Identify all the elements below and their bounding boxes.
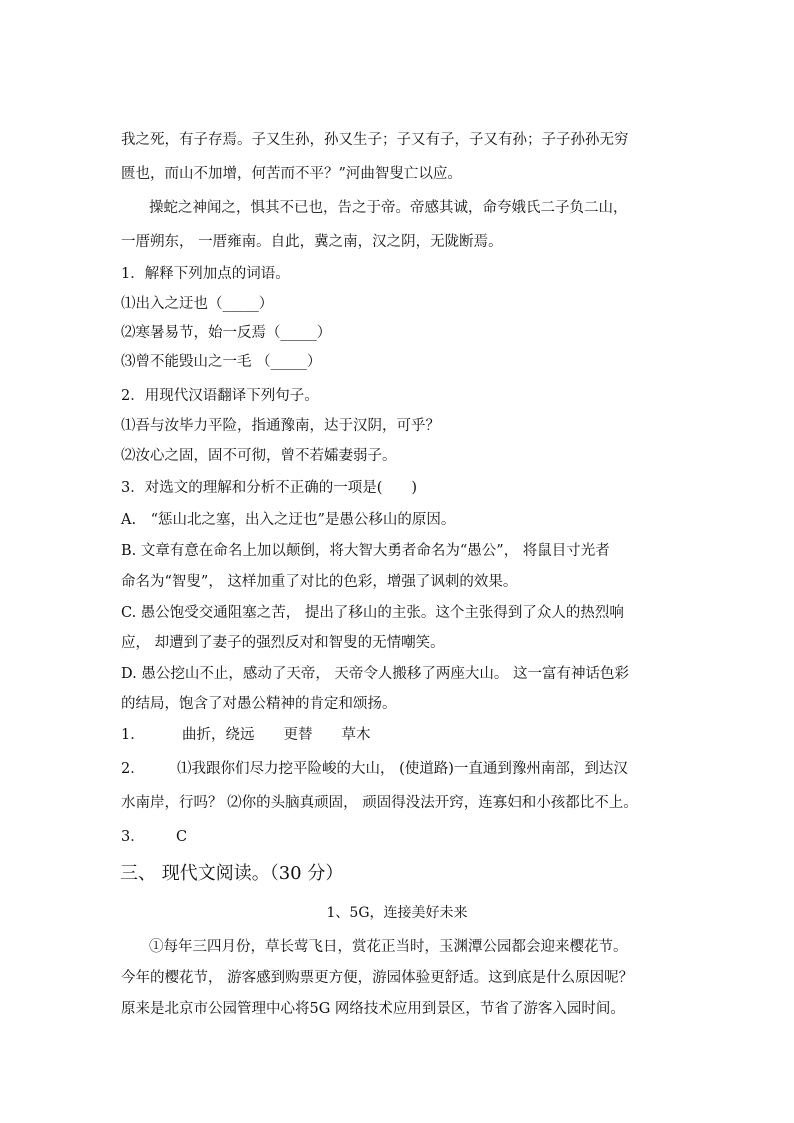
- passage-p1-line2: 匮也，而山不加增，何苦而不平？”河曲智叟亡以应。: [121, 166, 462, 182]
- question-3-option-d-line1: D. 愚公挖山不止，感动了天帝， 天帝令人搬移了两座大山。 这一富有神话色彩: [121, 666, 630, 682]
- answer-3-number: 3．: [121, 829, 145, 845]
- question-3-option-a: A. “惩山北之塞，出入之迂也”是愚公移山的原因。: [121, 512, 456, 528]
- question-1-item-2: ⑵寒暑易节，始一反焉（_____）: [121, 325, 332, 341]
- question-3-option-d-line2: 的结局，饱含了对愚公精神的肯定和颂扬。: [121, 696, 397, 712]
- answer-2-line2: 水南岸，行吗？ ⑵你的头脑真顽固， 顽固得没法开窍，连寡妇和小孩都比不上。: [121, 795, 638, 811]
- answer-2-line1: ⑴我跟你们尽力挖平险峻的大山， (使道路)一直通到豫州南部，到达汉: [177, 761, 628, 777]
- answer-1-number: 1．: [121, 727, 145, 743]
- article-para-line3: 原来是北京市公园管理中心将5G 网络技术应用到景区，节省了游客入园时间。: [121, 1001, 625, 1017]
- answer-1-text: 曲折，绕远 更替 草木: [182, 727, 371, 743]
- article-title: 1、5G，连接美好未来: [326, 905, 468, 921]
- question-2-item-2: ⑵汝心之固，固不可彻，曾不若孀妻弱子。: [121, 448, 397, 464]
- answer-2-number: 2．: [121, 761, 145, 777]
- article-para-line1: ①每年三四月份，草长莺飞日，赏花正当时，玉渊潭公园都会迎来樱花节。: [149, 939, 628, 955]
- question-1-item-1: ⑴出入之迂也（_____）: [121, 296, 274, 312]
- section-3-heading: 三、 现代文阅读。（30 分）: [120, 863, 344, 884]
- answer-3-text: C: [176, 829, 188, 845]
- passage-p1-line1: 我之死，有子存焉。子又生孙，孙又生子；子又有子，子又有孙；子子孙孙无穷: [121, 132, 629, 148]
- question-1-stem: 1．解释下列加点的词语。: [121, 266, 290, 282]
- question-2-item-1: ⑴吾与汝毕力平险，指通豫南，达于汉阴，可乎？: [121, 418, 440, 434]
- question-2-stem: 2．用现代汉语翻译下列句子。: [121, 388, 319, 404]
- question-3-option-c-line1: C. 愚公饱受交通阻塞之苦， 提出了移山的主张。这个主张得到了众人的热烈响: [121, 605, 624, 621]
- question-3-option-c-line2: 应， 却遭到了妻子的强烈反对和智叟的无情嘲笑。: [121, 635, 445, 651]
- question-1-item-3: ⑶曾不能毁山之一毛 （_____）: [121, 354, 322, 370]
- question-3-option-b-line1: B. 文章有意在命名上加以颠倒，将大智大勇者命名为“愚公”， 将鼠目寸光者: [121, 543, 610, 559]
- question-3-stem: 3．对选文的理解和分析不正确的一项是( ): [121, 480, 418, 496]
- passage-p2-line2: 一厝朔东， 一厝雍南。自此，冀之南，汉之阴，无陇断焉。: [121, 234, 503, 250]
- question-3-option-b-line2: 命名为“智叟”， 这样加重了对比的色彩，增强了讽刺的效果。: [121, 574, 518, 590]
- article-para-line2: 今年的樱花节， 游客感到购票更方便，游园体验更舒适。这到底是什么原因呢？: [121, 970, 634, 986]
- passage-p2-line1: 操蛇之神闻之，惧其不已也，告之于帝。帝感其诚，命夸娥氏二子负二山，: [149, 200, 628, 216]
